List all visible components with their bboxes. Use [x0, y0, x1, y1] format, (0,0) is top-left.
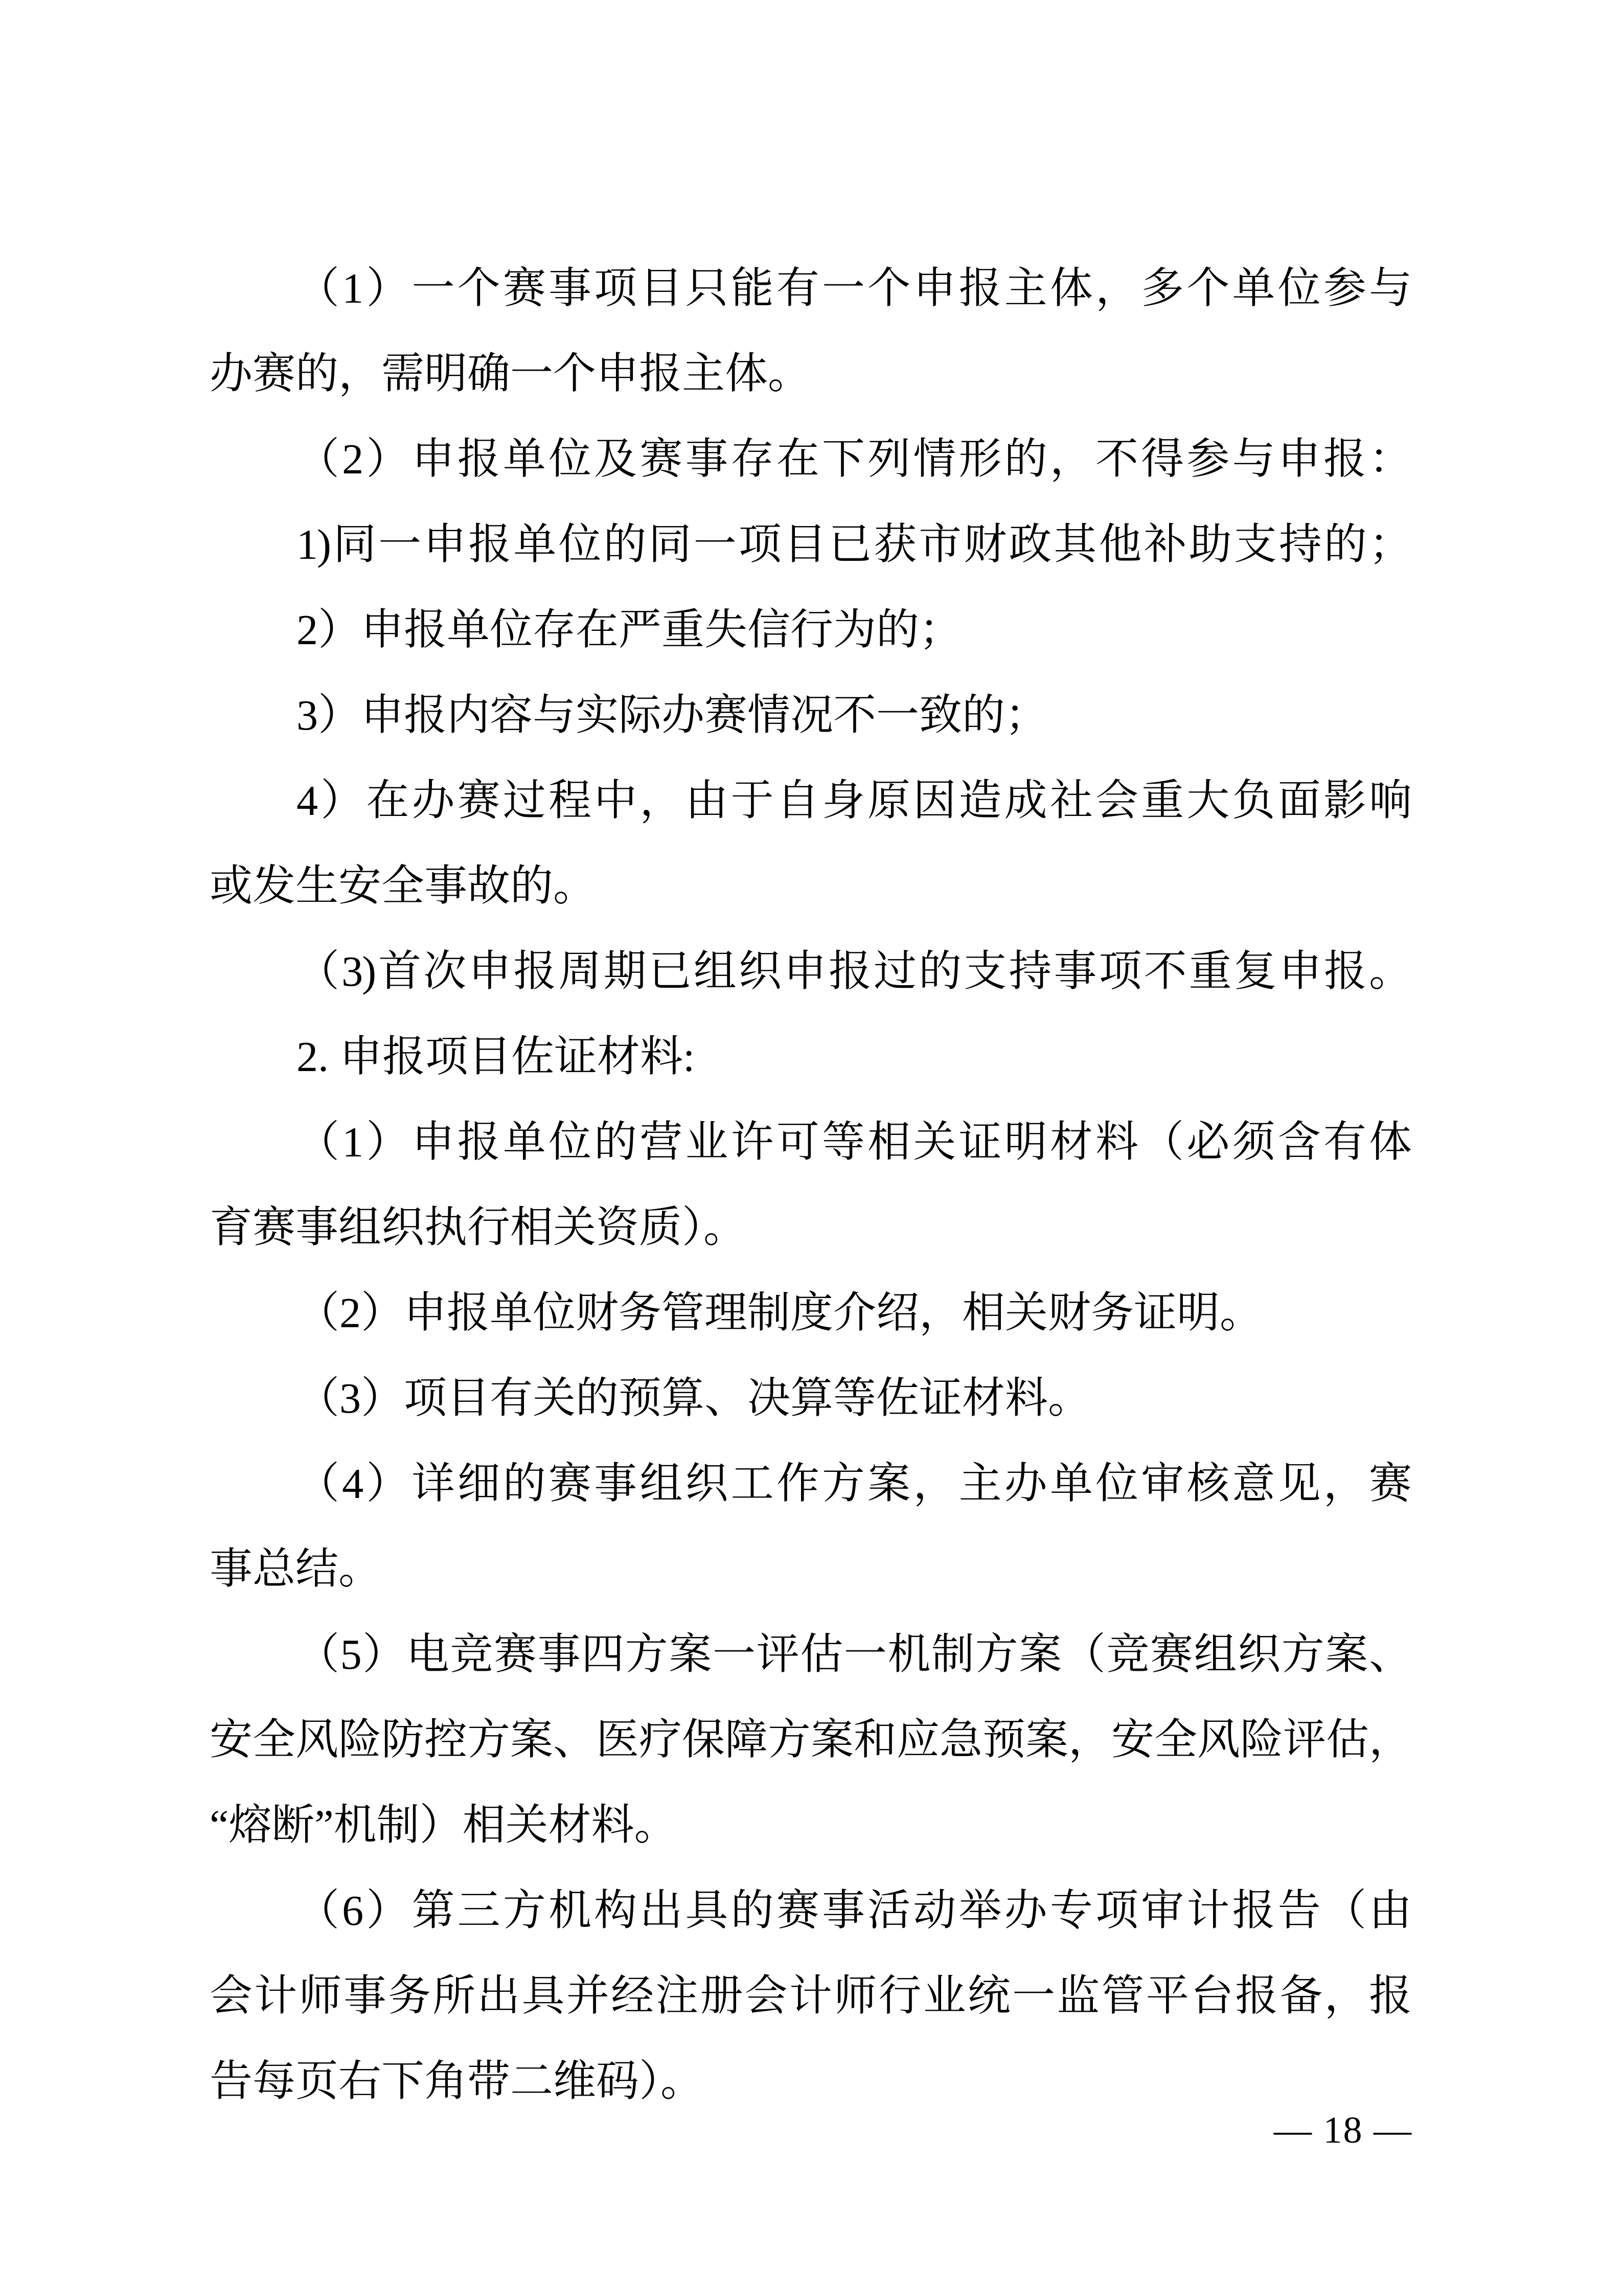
text-line: “熔断”机制）相关材料。: [210, 1802, 677, 1849]
document-body-text: [210, 246, 1411, 2124]
text-line: 4）在办赛过程中，由于自身原因造成社会重大负面影响: [296, 777, 1411, 825]
text-line: （6）第三方机构出具的赛事活动举办专项审计报告（由: [296, 1887, 1411, 1935]
text-line: （2）申报单位及赛事存在下列情形的，不得参与申报：: [296, 436, 1411, 483]
text-line: 育赛事组织执行相关资质）。: [210, 1204, 747, 1252]
text-line: 告每页右下角带二维码）。: [210, 2058, 704, 2105]
text-line: （1）申报单位的营业许可等相关证明材料（必须含有体: [296, 1119, 1411, 1166]
text-line: （3）项目有关的预算、决算等佐证材料。: [296, 1375, 1091, 1422]
page-number: — 18 —: [1274, 2109, 1412, 2151]
text-line: 事总结。: [210, 1545, 382, 1593]
text-line: 2. 申报项目佐证材料:: [296, 1033, 695, 1081]
text-line: （5）电竞赛事四方案一评估一机制方案（竞赛组织方案、: [296, 1631, 1411, 1678]
text-line: （3)首次申报周期已组织申报过的支持事项不重复申报。: [296, 948, 1411, 995]
text-line: （4）详细的赛事组织工作方案，主办单位审核意见，赛: [296, 1460, 1411, 1508]
text-line: 安全风险防控方案、医疗保障方案和应急预案，安全风险评估，: [210, 1716, 1411, 1764]
text-line: 办赛的，需明确一个申报主体。: [210, 350, 811, 398]
text-line: （1）一个赛事项目只能有一个申报主体，多个单位参与: [296, 265, 1411, 312]
text-line: （2）申报单位财务管理制度介绍，相关财务证明。: [296, 1289, 1263, 1337]
text-line: 3）申报内容与实际办赛情况不一致的；: [296, 692, 1048, 739]
text-line: 或发生安全事故的。: [210, 862, 597, 910]
text-line: 2）申报单位存在严重失信行为的；: [296, 606, 963, 654]
text-line: 会计师事务所出具并经注册会计师行业统一监管平台报备，报: [210, 1972, 1411, 2020]
text-line: 1)同一申报单位的同一项目已获市财政其他补助支持的；: [296, 521, 1411, 569]
